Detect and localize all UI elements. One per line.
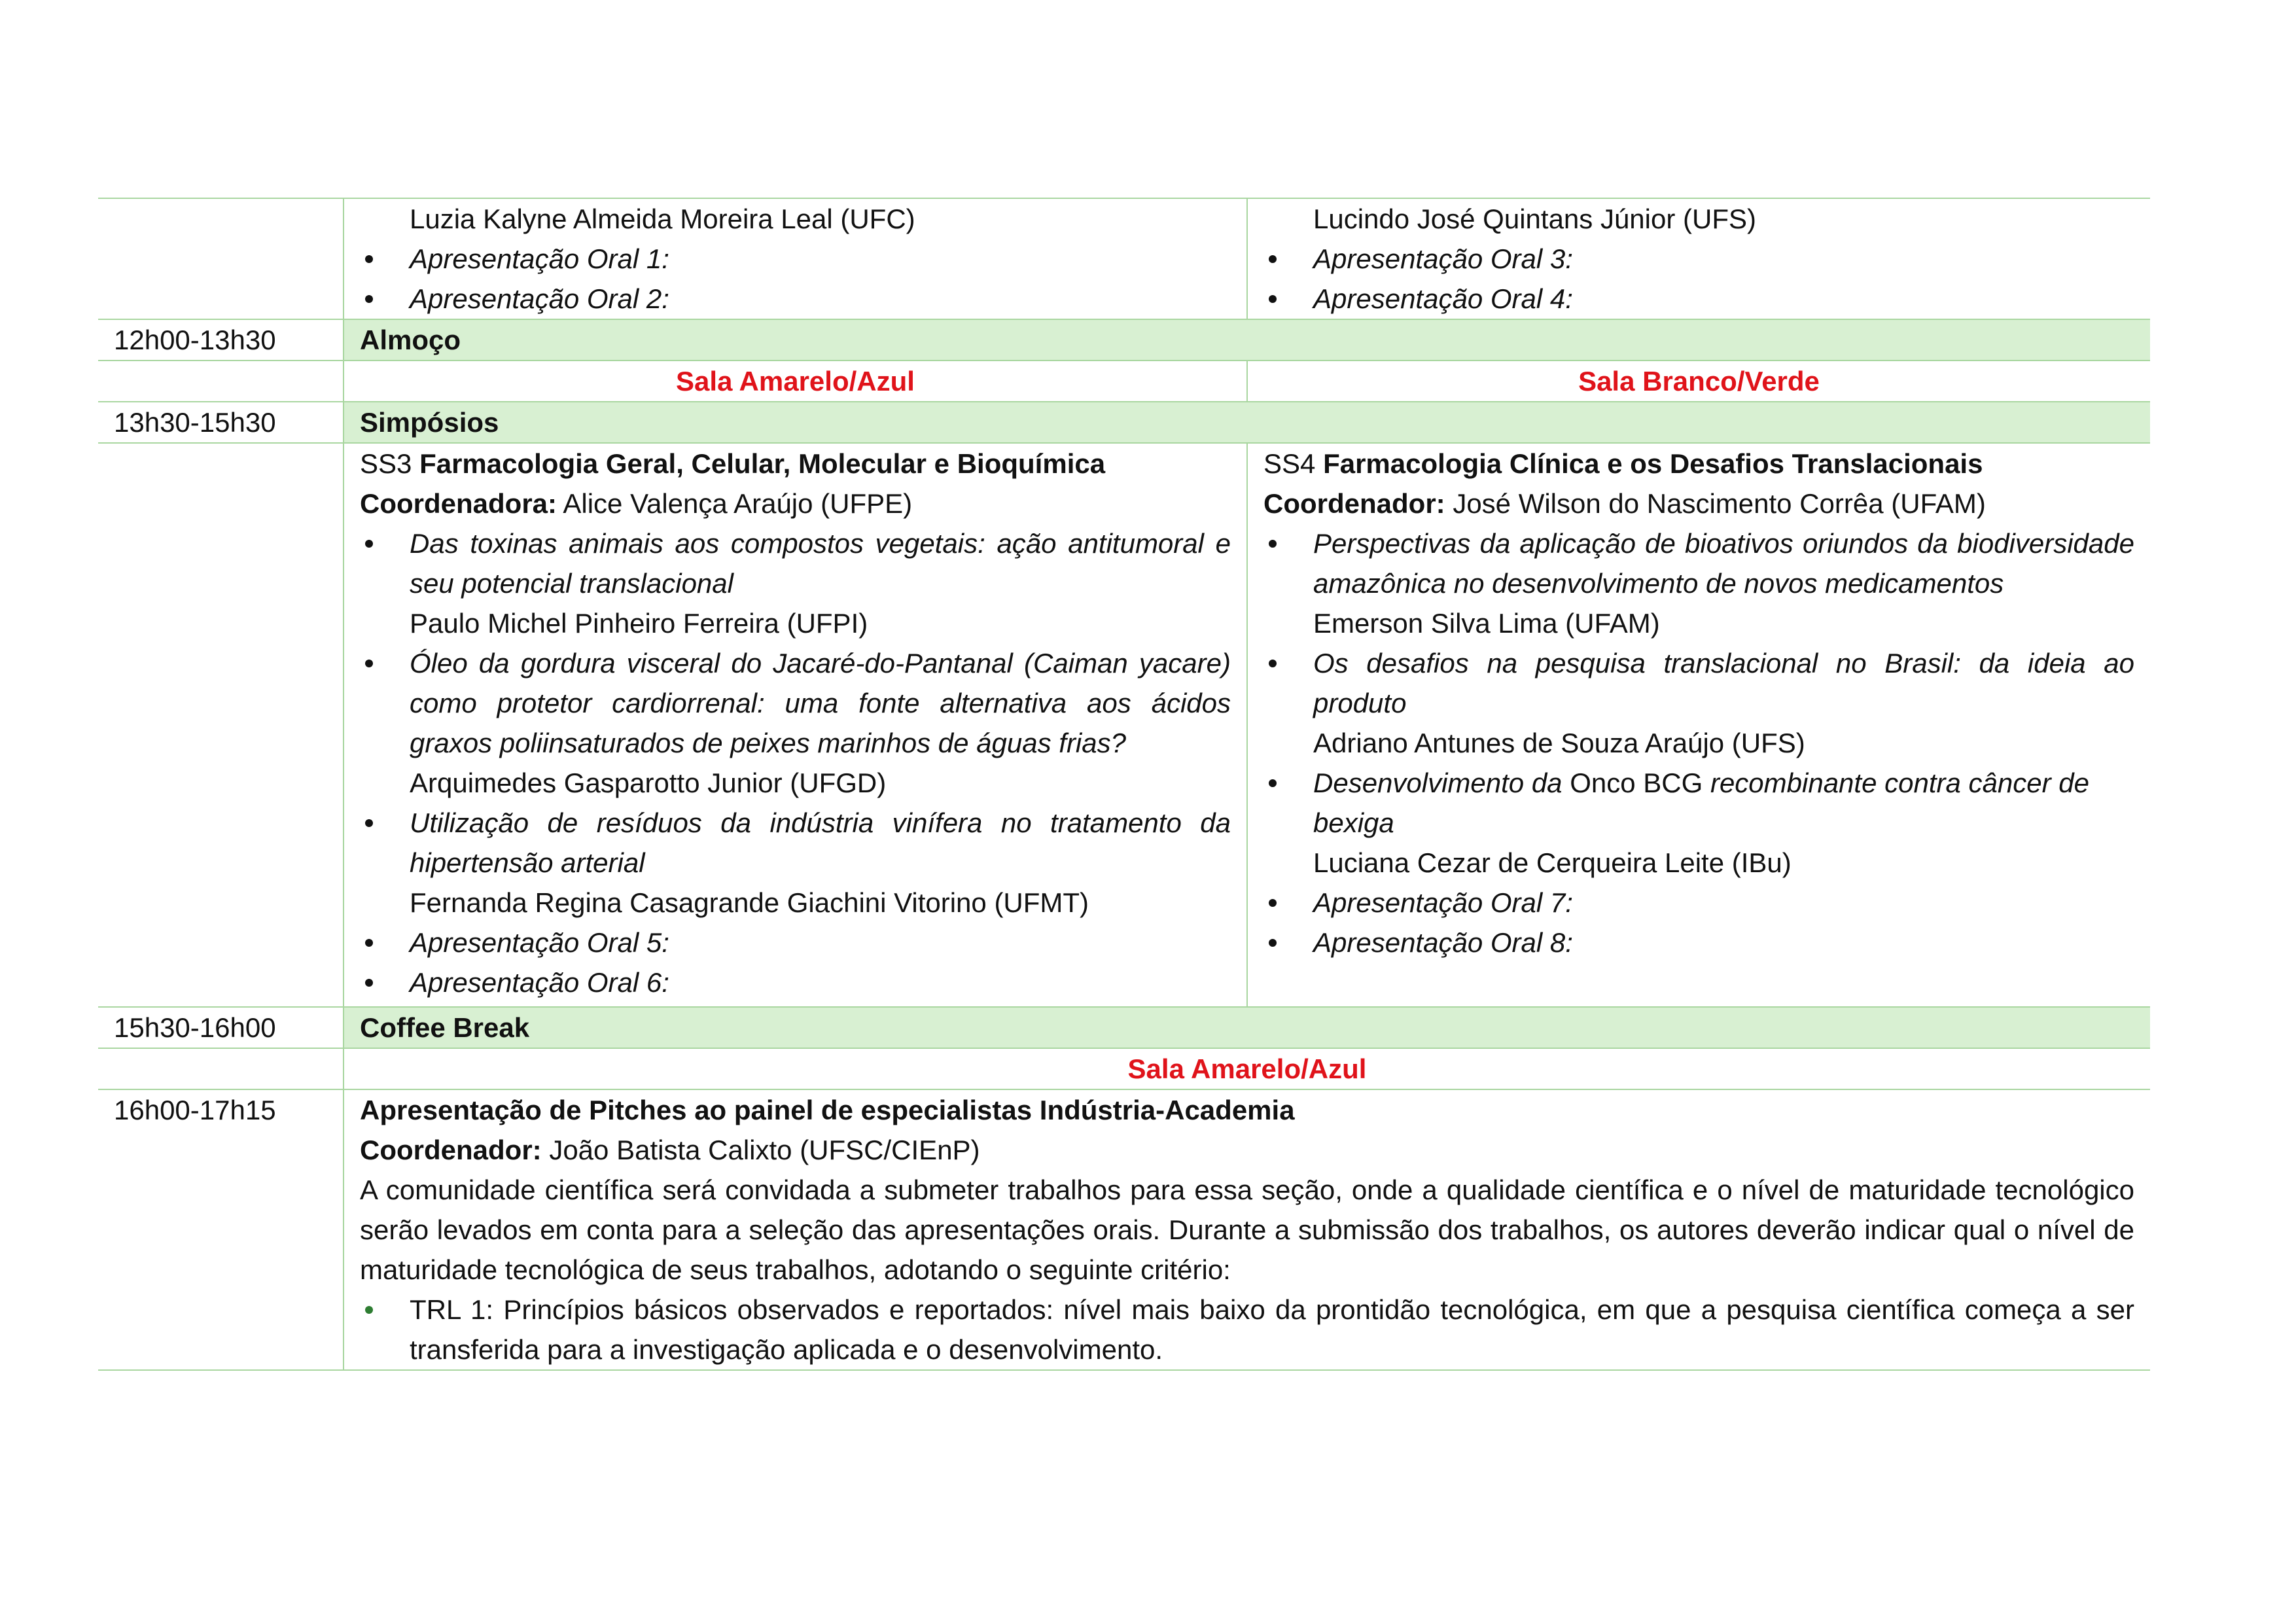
coordinator-label: Coordenadora: [360,488,557,519]
pitches-paragraph: A comunidade científica será convidada a submeter trabalhos para essa seção, onde a qualidade científica e o nível de maturidade tecnológico serão levados em conta para a seleção das apresentações orais. Durante a submissão dos trabalhos, os autores deverão indicar qual o nível de maturidade tecnológica de seus trabalhos, adotando o seguinte critério: [360,1174,2134,1285]
talk-item [1263,643,2134,763]
time-cell [98,361,344,402]
talk-author: Paulo Michel Pinheiro Ferreira (UFPI) [410,608,868,639]
talk-title [410,643,1231,763]
symposia-label: Simpósios [344,402,2150,443]
oral-presentation-item: Apresentação Oral 2: [360,279,1231,319]
room-right: Sala Branco/Verde [1247,361,2150,402]
session-title: Farmacologia Geral, Celular, Molecular e Bioquímica [419,448,1106,479]
coordinator-name: José Wilson do Nascimento Corrêa (UFAM) [1453,488,1986,519]
left-session-cell [344,198,1247,319]
schedule-table [98,198,2150,1371]
talk-item [360,643,1231,803]
session-code: SS3 [360,448,412,479]
time-cell [98,1048,344,1089]
pitches-title: Apresentação de Pitches ao painel de especialistas Indústria-Academia [360,1095,1295,1125]
coffee-row [98,1007,2150,1048]
time-cell: 15h30-16h00 [98,1007,344,1048]
oral-presentation-item: Apresentação Oral 3: [1263,239,2134,279]
session-heading [1263,444,2134,484]
talk-title-part: Óleo da gordura visceral do Jacaré-do-Pantanal ( [410,648,1033,679]
time-cell [98,198,344,319]
session-heading [360,444,1231,484]
time-cell: 13h30-15h30 [98,402,344,443]
talk-title-part: Desenvolvimento da [1313,767,1570,798]
talk-title: Das toxinas animais aos compostos vegetais: ação antitumoral e seu potencial translacional [410,528,1231,599]
coordinator-name: João Batista Calixto (UFSC/CIEnP) [549,1135,980,1165]
talk-title: Perspectivas da aplicação de bioativos oriundos da biodiversidade amazônica no desenvolvimento de novos medicamentos [1313,528,2134,599]
oral-presentation-item: Apresentação Oral 5: [360,923,1231,962]
species-name: Caiman yacare [1033,648,1222,679]
time-cell: 16h00-17h15 [98,1089,344,1370]
coordinator-line [1263,484,2134,523]
talk-author: Arquimedes Gasparotto Junior (UFGD) [410,767,887,798]
time-cell [98,443,344,1007]
room-single: Sala Amarelo/Azul [344,1048,2150,1089]
coffee-label: Coffee Break [344,1007,2150,1048]
talk-item [1263,523,2134,643]
coordinator-name: Alice Valença Araújo (UFPE) [563,488,913,519]
pitches-cell [344,1089,2150,1370]
coordinator-label: Coordenador: [1263,488,1445,519]
product-name: Onco BCG [1570,767,1703,798]
talk-title-part: recombinante contra câncer de bexiga [1313,767,2089,838]
talk-author: Emerson Silva Lima (UFAM) [1313,608,1660,639]
talk-title [1313,763,2134,843]
pitches-row [98,1089,2150,1370]
oral-presentation-item: Apresentação Oral 1: [360,239,1231,279]
rooms-row [98,361,2150,402]
talk-title: Os desafios na pesquisa translacional no Brasil: da ideia ao produto [1313,648,2134,718]
coordinator-line [360,484,1231,523]
session-title: Farmacologia Clínica e os Desafios Translacionais [1323,448,1983,479]
talk-author: Adriano Antunes de Souza Araújo (UFS) [1313,728,1805,758]
talk-author: Fernanda Regina Casagrande Giachini Vitorino (UFMT) [410,887,1089,918]
right-session-cell [1247,198,2150,319]
author-name: Lucindo José Quintans Júnior (UFS) [1313,203,1756,234]
session-code: SS4 [1263,448,1316,479]
coordinator-line [360,1130,2134,1170]
ss4-cell [1247,443,2150,1007]
continuation-row [98,198,2150,319]
ss3-cell [344,443,1247,1007]
lunch-row [98,319,2150,361]
rooms-row-2 [98,1048,2150,1089]
talk-item [1263,763,2134,883]
talk-title: Utilização de resíduos da indústria vinífera no tratamento da hipertensão arterial [410,807,1231,878]
talk-item [360,523,1231,643]
talk-item [360,803,1231,923]
oral-presentation-item: Apresentação Oral 8: [1263,923,2134,962]
oral-presentation-item: Apresentação Oral 4: [1263,279,2134,319]
time-cell: 12h00-13h30 [98,319,344,361]
oral-presentation-item: Apresentação Oral 6: [360,962,1231,1002]
talk-author: Luciana Cezar de Cerqueira Leite (IBu) [1313,847,1792,878]
symposia-row [98,402,2150,443]
talk-title-part: ) como protetor cardiorrenal: uma fonte alternativa aos ácidos graxos poliinsaturados de peixes marinhos de águas frias? [410,648,1231,758]
room-left: Sala Amarelo/Azul [344,361,1247,402]
trl-item: TRL 1: Princípios básicos observados e reportados: nível mais baixo da prontidão tecnológica, em que a pesquisa científica começa a ser transferida para a investigação aplicada e o desenvolvimento. [360,1290,2134,1369]
oral-presentation-item: Apresentação Oral 7: [1263,883,2134,923]
lunch-label: Almoço [344,319,2150,361]
author-name: Luzia Kalyne Almeida Moreira Leal (UFC) [410,203,915,234]
symposia-content-row [98,443,2150,1007]
coordinator-label: Coordenador: [360,1135,542,1165]
